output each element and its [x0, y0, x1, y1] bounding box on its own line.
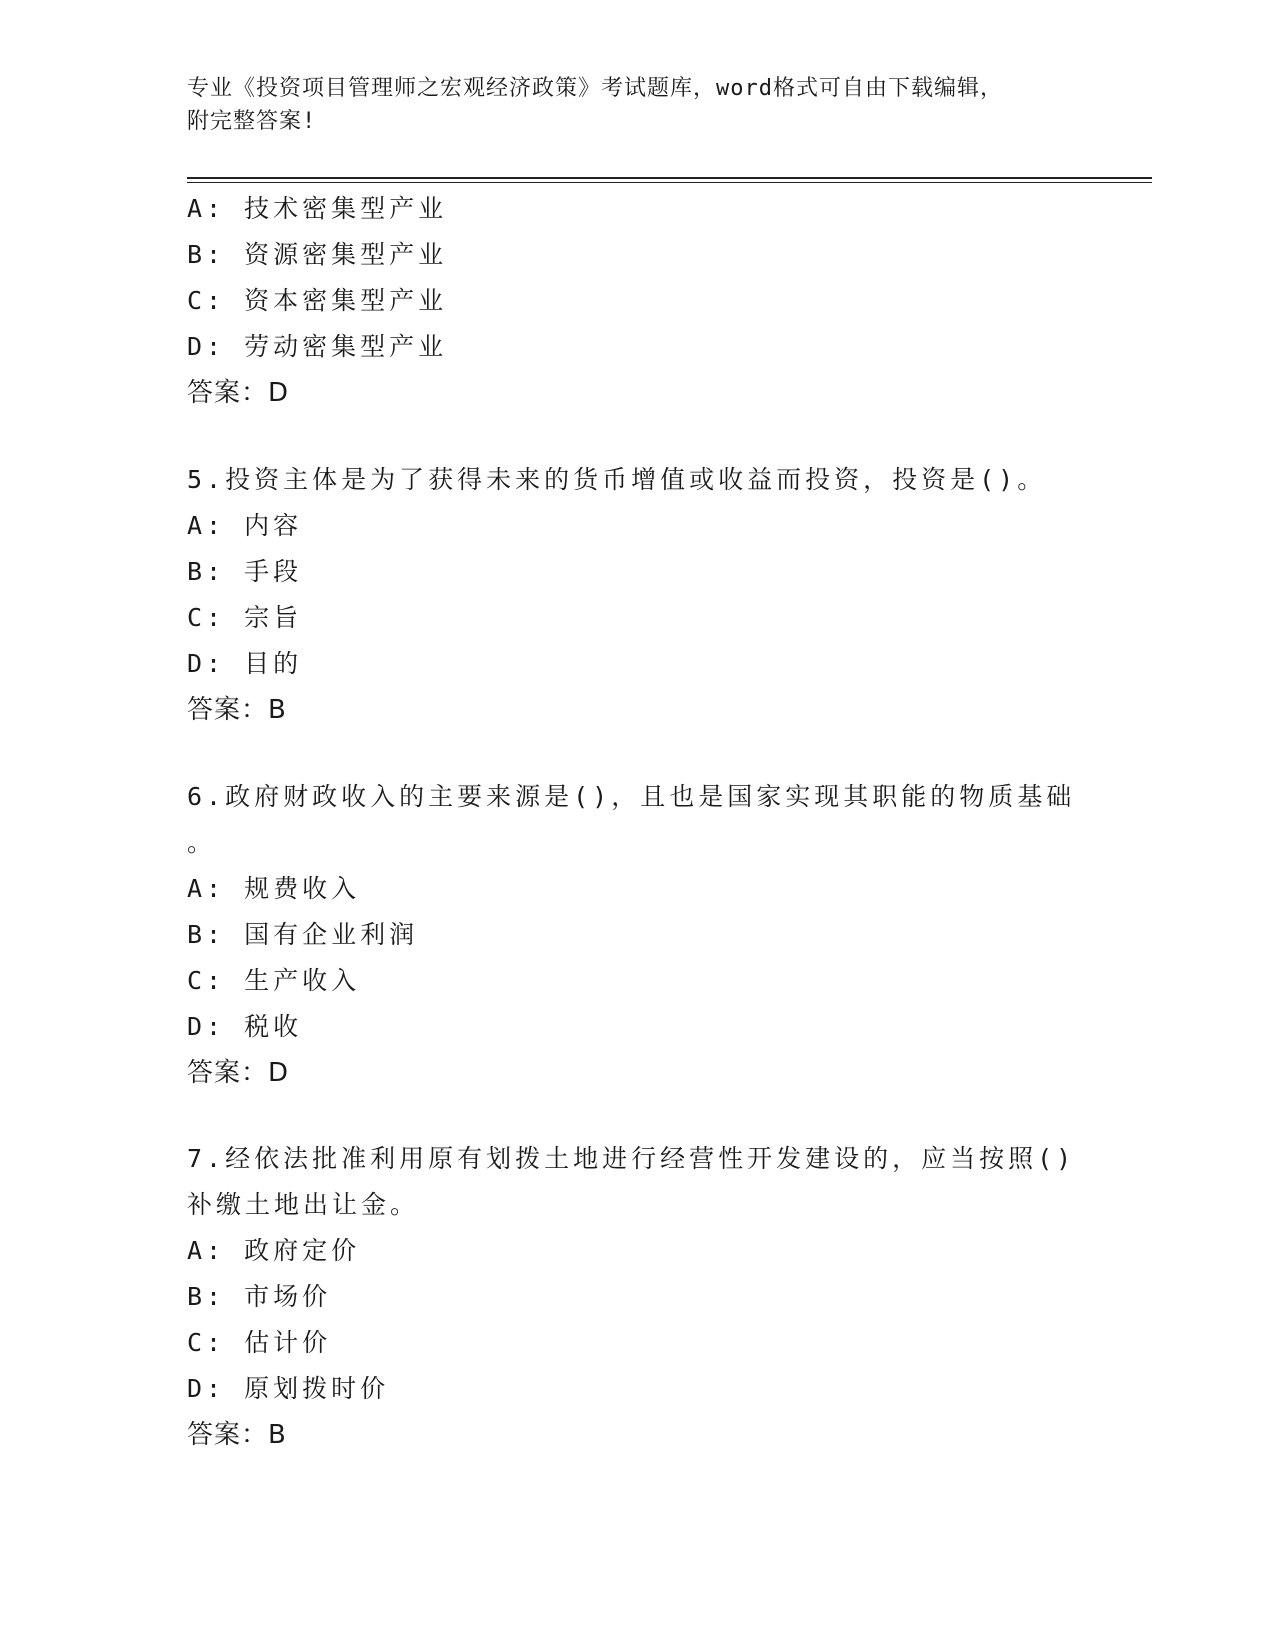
document-header: [187, 72, 1087, 138]
q5-question: 5.投资主体是为了获得未来的货币增值或收益而投资，投资是()。: [187, 465, 1047, 494]
q7-answer: 答案：B: [187, 1420, 287, 1450]
q7-question-line-2: 补缴土地出让金。: [187, 1190, 420, 1219]
q6-option-d: D: 税收: [187, 1012, 303, 1041]
q7-question-line-1: 7.经依法批准利用原有划拨土地进行经营性开发建设的，应当按照(): [187, 1144, 1076, 1173]
q4-option-a: A: 技术密集型产业: [187, 194, 448, 223]
q6-question-line-1: 6.政府财政收入的主要来源是()，且也是国家实现其职能的物质基础: [187, 782, 1076, 811]
header-line-2: 附完整答案!: [187, 109, 317, 134]
q6-question-line-2: 。: [187, 828, 217, 857]
header-divider-thin: [187, 182, 1152, 183]
q7-option-a: A: 政府定价: [187, 1236, 361, 1265]
q5-option-c: C: 宗旨: [187, 603, 303, 632]
header-divider-thick: [187, 177, 1152, 179]
question-6-block: [187, 774, 1087, 1096]
question-7-block: [187, 1136, 1087, 1458]
question-4-block: [187, 186, 1087, 416]
q6-option-a: A: 规费收入: [187, 874, 361, 903]
question-5-block: [187, 457, 1087, 733]
q5-answer: 答案：B: [187, 695, 287, 725]
q5-option-d: D: 目的: [187, 649, 303, 678]
q4-option-c: C: 资本密集型产业: [187, 286, 448, 315]
q7-option-d: D: 原划拨时价: [187, 1374, 390, 1403]
q5-option-b: B: 手段: [187, 557, 303, 586]
header-line-1: 专业《投资项目管理师之宏观经济政策》考试题库，word格式可自由下载编辑，: [187, 76, 1003, 101]
q4-answer: 答案：D: [187, 378, 290, 408]
q7-option-b: B: 市场价: [187, 1282, 332, 1311]
q5-option-a: A: 内容: [187, 511, 303, 540]
q6-answer: 答案：D: [187, 1058, 290, 1088]
q7-option-c: C: 估计价: [187, 1328, 332, 1357]
q4-option-b: B: 资源密集型产业: [187, 240, 448, 269]
q4-option-d: D: 劳动密集型产业: [187, 332, 448, 361]
q6-option-b: B: 国有企业利润: [187, 920, 419, 949]
q6-option-c: C: 生产收入: [187, 966, 361, 995]
